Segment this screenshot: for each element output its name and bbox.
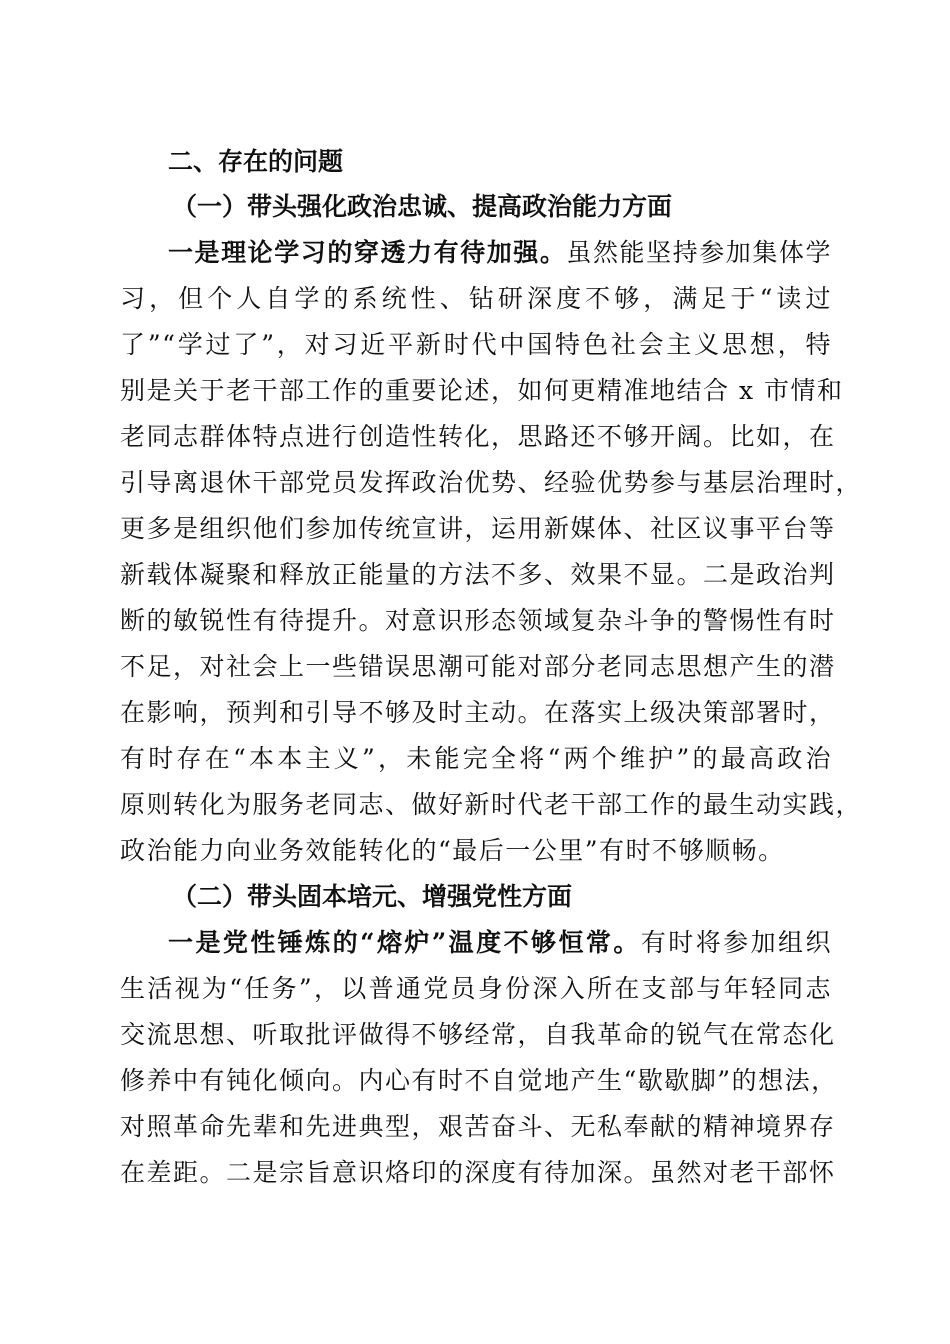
paragraph-2-line-2: 生活视为“任务”，以普通党员身份深入所在支部与年轻同志 bbox=[120, 974, 832, 1003]
paragraph-1-line-1 bbox=[168, 230, 832, 276]
paragraph-1-line-10: 不足，对社会上一些错误思潮可能对部分老同志思想产生的潜 bbox=[120, 652, 836, 681]
paragraph-1-line-14: 政治能力向业务效能转化的“最后一公里”有时不够顺畅。 bbox=[120, 836, 785, 865]
paragraph-1-line-11: 在影响，预判和引导不够及时主动。在落实上级决策部署时， bbox=[120, 698, 836, 727]
body-text: 虽然能坚持参加集体学 bbox=[566, 238, 832, 267]
emphasis-text: 一是党性锤炼的“熔炉”温度不够恒常。 bbox=[168, 928, 641, 957]
paragraph-1-line-3: 了”“学过了”，对习近平新时代中国特色社会主义思想，特 bbox=[120, 330, 832, 359]
paragraph-2-line-4: 修养中有钝化倾向。内心有时不自觉地产生“歇歇脚”的想法， bbox=[120, 1066, 838, 1095]
paragraph-1-line-2: 习，但个人自学的系统性、钻研深度不够，满足于“读过 bbox=[120, 284, 832, 313]
paragraph-1-line-5: 老同志群体特点进行创造性转化，思路还不够开阔。比如，在 bbox=[120, 422, 836, 451]
paragraph-2-line-5: 对照革命先辈和先进典型，艰苦奋斗、无私奉献的精神境界存 bbox=[120, 1112, 836, 1141]
paragraph-2-line-6: 在差距。二是宗旨意识烙印的深度有待加深。虽然对老干部怀 bbox=[120, 1158, 836, 1187]
body-text: 有时将参加组织 bbox=[640, 928, 832, 957]
paragraph-1-line-13: 原则转化为服务老同志、做好新时代老干部工作的最生动实践， bbox=[120, 790, 863, 819]
paragraph-1-line-12: 有时存在“本本主义”，未能完全将“两个维护”的最高政治 bbox=[120, 744, 832, 773]
subsection-heading-2: （二）带头固本培元、增强党性方面 bbox=[172, 882, 573, 911]
paragraph-1-line-9: 断的敏锐性有待提升。对意识形态领域复杂斗争的警惕性有时 bbox=[120, 606, 836, 635]
subsection-heading-1: （一）带头强化政治忠诚、提高政治能力方面 bbox=[172, 192, 673, 221]
paragraph-1-line-8: 新载体凝聚和释放正能量的方法不多、效果不显。二是政治判 bbox=[120, 560, 836, 589]
paragraph-1-line-6: 引导离退休干部党员发挥政治优势、经验优势参与基层治理时， bbox=[120, 468, 863, 497]
paragraph-2-line-3: 交流思想、听取批评做得不够经常，自我革命的锐气在常态化 bbox=[120, 1020, 836, 1049]
emphasis-text: 一是理论学习的穿透力有待加强。 bbox=[168, 238, 567, 267]
paragraph-1-line-4: 别是关于老干部工作的重要论述，如何更精准地结合 x 市情和 bbox=[120, 376, 844, 405]
paragraph-1-line-7: 更多是组织他们参加传统宣讲，运用新媒体、社区议事平台等 bbox=[120, 514, 836, 543]
section-title: 二、存在的问题 bbox=[168, 147, 344, 176]
paragraph-2-line-1 bbox=[168, 920, 832, 966]
